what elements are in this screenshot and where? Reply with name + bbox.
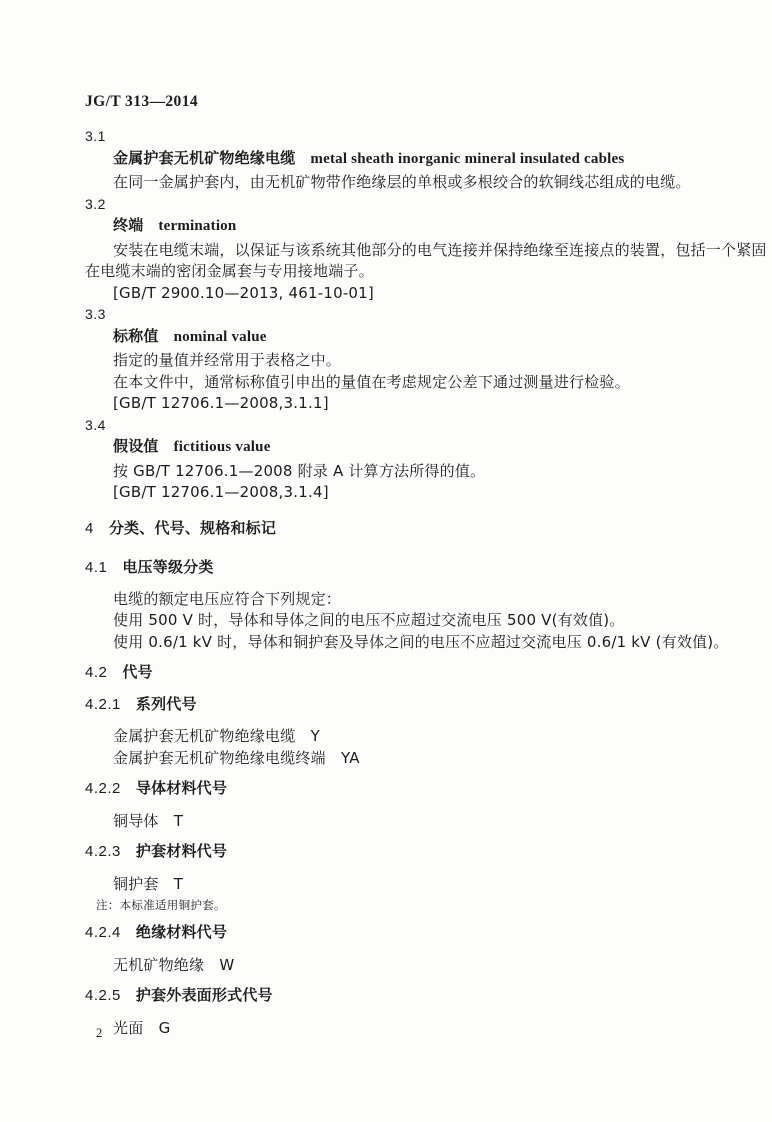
term-english: fictitious value xyxy=(173,439,271,455)
body-line: 铜导体 T xyxy=(113,811,184,830)
term-chinese: 假设值 xyxy=(113,437,159,455)
body-line: 金属护套无机矿物绝缘电缆终端 YA xyxy=(113,748,360,767)
section-number: 4.1 xyxy=(85,559,108,576)
section-title: 导体材料代号 xyxy=(135,779,228,797)
term-english: nominal value xyxy=(173,328,267,345)
body-line: 使用 0.6/1 kV 时，导体和铜护套及导体之间的电压不应超过交流电压 0.6/1 kV (有效值)。 xyxy=(113,632,729,651)
clause-number-3.2: 3.2 xyxy=(85,195,106,212)
body-line: 金属护套无机矿物绝缘电缆 Y xyxy=(113,727,320,745)
body-line: 光面 G xyxy=(113,1018,171,1037)
body-line: 在本文件中，通常标称值引申出的量值在考虑规定公差下通过测量进行检验。 xyxy=(113,372,630,391)
section-title: 系列代号 xyxy=(135,694,197,713)
reference-line: [GB/T 12706.1—2008,3.1.1] xyxy=(113,394,329,412)
body-line: 使用 500 V 时，导体和导体之间的电压不应超过交流电压 500 V(有效值)。 xyxy=(113,611,625,629)
section-title: 绝缘材料代号 xyxy=(135,923,228,941)
section-number: 4.2.5 xyxy=(85,987,121,1004)
term-definition-heading xyxy=(85,326,710,349)
page-number: 2 xyxy=(96,1026,103,1040)
section-heading-4.2.5 xyxy=(85,985,710,1007)
section-heading-4.2.2 xyxy=(85,778,710,800)
body-line: 安装在电缆末端，以保证与该系统其他部分的电气连接并保持绝缘至连接点的装置，包括一个紧固 xyxy=(113,240,767,259)
reference-line: [GB/T 12706.1—2008,3.1.4] xyxy=(113,483,329,501)
term-english: metal sheath inorganic mineral insulated cables xyxy=(310,150,625,167)
section-title: 分类、代号、规格和标记 xyxy=(108,518,277,537)
body-line: 指定的量值并经常用于表格之中。 xyxy=(113,351,342,369)
section-heading-4 xyxy=(85,518,710,540)
section-heading-4.2.3 xyxy=(85,841,710,863)
section-number: 4.2.4 xyxy=(85,924,121,941)
term-chinese: 标称值 xyxy=(113,326,159,345)
clause-number-3.1: 3.1 xyxy=(85,128,106,144)
body-line: 在电缆末端的密闭金属套与专用接地端子。 xyxy=(85,262,374,280)
section-heading-4.2.1 xyxy=(85,694,710,716)
term-definition-heading xyxy=(85,215,710,238)
body-line: 在同一金属护套内，由无机矿物带作绝缘层的单根或多根绞合的软铜线芯组成的电缆。 xyxy=(113,173,691,191)
body-line: 无机矿物绝缘 W xyxy=(113,955,235,974)
section-title: 电压等级分类 xyxy=(122,558,214,576)
reference-line: [GB/T 2900.10—2013, 461-10-01] xyxy=(113,283,374,302)
section-heading-4.2 xyxy=(85,662,710,684)
body-line: 按 GB/T 12706.1—2008 附录 A 计算方法所得的值。 xyxy=(113,461,486,480)
term-definition-heading xyxy=(85,436,710,459)
term-chinese: 金属护套无机矿物绝缘电缆 xyxy=(113,148,296,167)
term-chinese: 终端 xyxy=(113,216,144,234)
section-number: 4.2 xyxy=(85,664,108,681)
section-number: 4.2.3 xyxy=(85,843,121,860)
section-number: 4 xyxy=(85,519,94,537)
body-line: 电缆的额定电压应符合下列规定： xyxy=(113,589,342,608)
section-title: 护套外表面形式代号 xyxy=(135,986,273,1004)
body-line: 铜护套 T xyxy=(113,874,184,893)
section-title: 代号 xyxy=(122,663,153,681)
standard-code-header: JG/T 313—2014 xyxy=(85,93,198,110)
section-title: 护套材料代号 xyxy=(135,842,228,860)
section-heading-4.2.4 xyxy=(85,922,710,944)
clause-number-3.3: 3.3 xyxy=(85,306,106,322)
term-definition-heading xyxy=(85,148,710,171)
term-english: termination xyxy=(158,218,237,234)
section-heading-4.1 xyxy=(85,557,710,579)
section-number: 4.2.2 xyxy=(85,780,121,797)
section-number: 4.2.1 xyxy=(85,695,121,713)
document-content xyxy=(85,126,767,1039)
note-line: 注：本标准适用铜护套。 xyxy=(96,898,226,912)
clause-number-3.4: 3.4 xyxy=(85,416,106,433)
